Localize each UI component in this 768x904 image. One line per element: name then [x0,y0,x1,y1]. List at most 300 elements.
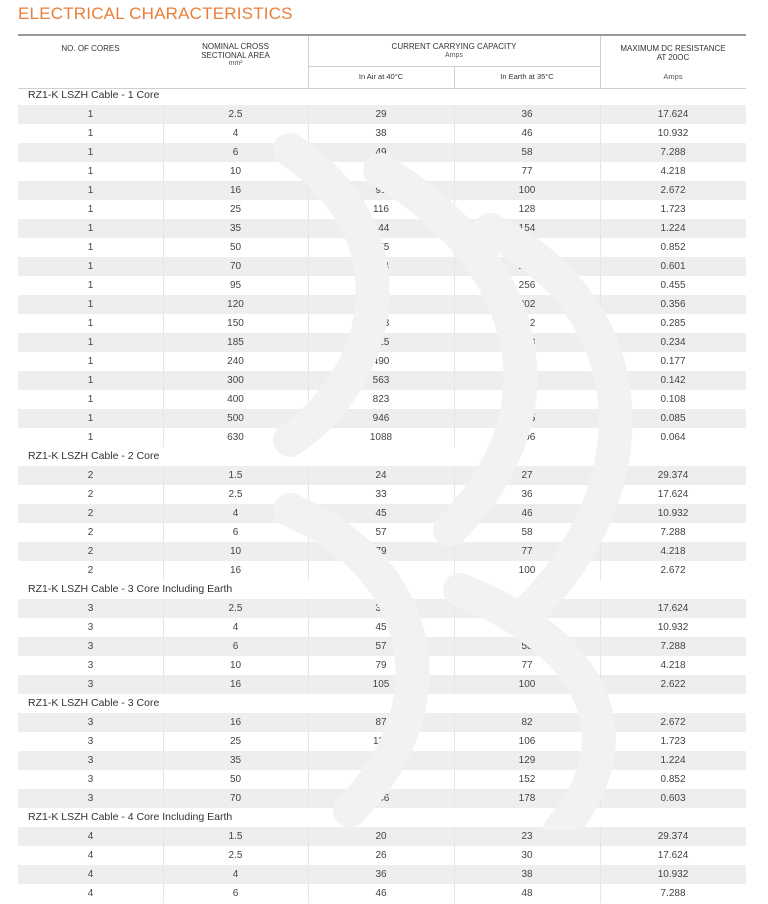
header-res-line2: AT 20OC [656,52,690,62]
column-divider [308,485,309,504]
cell-in-air: 79 [375,546,387,557]
column-divider [454,770,455,789]
column-divider [454,124,455,143]
cell-resistance: 0.064 [660,432,686,443]
cell-resistance: 29.374 [657,831,689,842]
header-divider [600,36,601,88]
column-divider [454,732,455,751]
cell-cores: 3 [87,755,94,766]
column-divider [308,352,309,371]
cell-resistance: 7.288 [660,641,686,652]
column-divider [163,466,164,485]
header-divider [454,66,455,88]
column-divider [163,732,164,751]
cell-in-earth: 342 [518,318,536,329]
column-divider [163,485,164,504]
column-divider [308,732,309,751]
cell-in-air: 36 [375,869,387,880]
table-row [18,314,746,333]
column-divider [163,846,164,865]
cell-cores: 1 [87,166,94,177]
column-divider [454,105,455,124]
cell-in-air: 116 [373,204,389,215]
cell-resistance: 1.723 [660,204,686,215]
cell-area: 4 [232,128,239,139]
cell-cores: 3 [87,622,94,633]
cell-in-earth: 23 [521,831,533,842]
column-divider [600,865,601,884]
cell-in-air: 91 [375,185,387,196]
cell-area: 2.5 [228,109,243,120]
cell-resistance: 0.177 [660,356,686,367]
cell-in-earth: 256 [518,280,536,291]
cell-area: 16 [229,185,242,196]
cell-in-air: 823 [372,394,390,405]
cell-area: 16 [229,717,242,728]
column-divider [454,428,455,447]
table-row [18,675,746,694]
column-divider [600,713,601,732]
cell-resistance: 17.624 [657,489,689,500]
column-divider [600,219,601,238]
column-divider [308,105,309,124]
cell-area: 120 [227,299,244,310]
cell-in-air: 26 [375,850,387,861]
cell-area: 4 [232,622,239,633]
cell-resistance: 17.624 [657,603,689,614]
column-divider [454,618,455,637]
header-area [163,43,308,69]
column-divider [454,314,455,333]
column-divider [454,257,455,276]
cell-in-earth: 129 [518,755,536,766]
column-divider [163,276,164,295]
header-in-earth: In Earth at 35°C [500,72,554,81]
header-res-line1: MAXIMUM DC RESISTANCE [620,44,726,53]
column-divider [163,390,164,409]
column-divider [600,276,601,295]
cell-resistance: 0.142 [660,375,686,386]
column-divider [454,599,455,618]
column-divider [600,466,601,485]
table-row [18,295,746,314]
table-row [18,390,746,409]
cell-in-air: 79 [375,660,387,671]
column-divider [454,523,455,542]
section-label: RZ1-K LSZH Cable - 4 Core Including Earth [28,811,233,823]
column-divider [163,618,164,637]
column-divider [600,257,601,276]
cell-in-air: 490 [372,356,390,367]
column-divider [600,181,601,200]
column-divider [163,504,164,523]
column-divider [454,561,455,580]
section-label: RZ1-K LSZH Cable - 1 Core [28,89,160,101]
cell-in-earth: 178 [518,793,536,804]
table-row [18,200,746,219]
cell-resistance: 17.624 [657,850,689,861]
table-row [18,219,746,238]
cell-in-earth: 58 [521,147,533,158]
header-cores: NO. OF CORES [61,44,120,53]
column-divider [308,599,309,618]
cell-cores: 1 [87,413,94,424]
column-divider [308,219,309,238]
column-divider [308,827,309,846]
cell-in-air: 415 [372,337,390,348]
column-divider [308,124,309,143]
cell-area: 95 [229,280,242,291]
column-divider [454,466,455,485]
cell-in-earth: 224 [518,261,536,272]
table-row [18,561,746,580]
column-divider [163,865,164,884]
cell-area: 70 [229,261,242,272]
cell-in-air: 68 [375,166,387,177]
column-divider [308,751,309,770]
column-divider [600,561,601,580]
column-divider [308,428,309,447]
cell-in-air: 110 [373,736,389,747]
cell-area: 50 [229,242,242,253]
column-divider [308,789,309,808]
cell-resistance: 0.603 [660,793,686,804]
cell-area: 1.5 [228,470,243,481]
cell-resistance: 1.224 [660,223,686,234]
column-divider [600,314,601,333]
cell-in-earth: 100 [518,679,536,690]
cell-area: 35 [229,223,242,234]
cell-in-earth: 464 [518,394,536,405]
cell-in-earth: 302 [518,299,536,310]
cell-cores: 1 [87,242,94,253]
column-divider [163,295,164,314]
column-divider [600,352,601,371]
table-row [18,523,746,542]
cell-area: 1.5 [228,831,243,842]
column-divider [454,751,455,770]
cell-in-earth: 36 [521,489,533,500]
column-divider [600,827,601,846]
table-row [18,124,746,143]
column-divider [454,485,455,504]
cell-in-earth: 77 [521,546,533,557]
header-ccc-title: CURRENT CARRYING CAPACITY [391,42,517,51]
cell-in-air: 24 [375,470,387,481]
cell-in-earth: 152 [518,774,536,785]
cell-resistance: 0.108 [660,394,686,405]
cell-cores: 2 [87,565,94,576]
header-ccc [308,43,600,60]
cell-in-air: 45 [375,622,387,633]
section-heading [18,447,746,466]
section-label: RZ1-K LSZH Cable - 2 Core [28,450,160,462]
column-divider [600,371,601,390]
cell-in-earth: 596 [518,432,536,443]
cell-cores: 1 [87,204,94,215]
column-divider [163,770,164,789]
column-divider [454,162,455,181]
cell-resistance: 0.356 [660,299,686,310]
column-divider [454,143,455,162]
cell-in-air: 246 [372,793,390,804]
cell-area: 16 [229,565,242,576]
cell-area: 6 [232,527,239,538]
cell-resistance: 10.932 [657,128,689,139]
cell-cores: 2 [87,527,94,538]
column-divider [600,124,601,143]
column-divider [308,656,309,675]
column-divider [308,162,309,181]
column-divider [600,105,601,124]
column-divider [163,675,164,694]
column-divider [308,675,309,694]
column-divider [454,181,455,200]
column-divider [308,181,309,200]
column-divider [308,637,309,656]
table-row [18,637,746,656]
column-divider [308,846,309,865]
column-divider [163,428,164,447]
cell-resistance: 7.288 [660,527,686,538]
column-divider [600,428,601,447]
column-divider [600,675,601,694]
column-divider [600,542,601,561]
cell-area: 25 [229,736,242,747]
cell-in-earth: 100 [518,565,536,576]
header-area-line1: NOMINAL CROSS [202,42,269,51]
cell-area: 10 [229,546,242,557]
cell-in-air: 20 [375,831,387,842]
cell-in-earth: 46 [521,508,533,519]
column-divider [454,542,455,561]
header-res-unit: Amps [663,72,683,81]
cell-in-earth: 27 [521,470,533,481]
cell-area: 185 [227,337,244,348]
cell-resistance: 4.218 [660,166,686,177]
cell-area: 6 [232,641,239,652]
cell-cores: 2 [87,508,94,519]
table-row [18,599,746,618]
cell-resistance: 2.672 [660,185,686,196]
column-divider [308,523,309,542]
cell-in-air: 175 [372,242,390,253]
column-divider [454,295,455,314]
cell-in-air: 29 [375,109,387,120]
table-body [18,86,746,903]
table-row [18,352,746,371]
cell-cores: 3 [87,736,94,747]
cell-cores: 3 [87,793,94,804]
cell-in-earth: 154 [518,223,536,234]
table-row [18,371,746,390]
cell-cores: 1 [87,299,94,310]
cell-cores: 4 [87,869,94,880]
cell-in-earth: 46 [521,128,533,139]
column-divider [163,884,164,903]
column-divider [600,162,601,181]
cell-cores: 1 [87,223,94,234]
cell-cores: 1 [87,375,94,386]
column-divider [454,884,455,903]
cell-resistance: 10.932 [657,508,689,519]
column-divider [308,884,309,903]
cell-cores: 3 [87,603,94,614]
column-divider [163,371,164,390]
cell-area: 2.5 [228,850,243,861]
cell-cores: 1 [87,318,94,329]
table-row [18,409,746,428]
column-divider [163,789,164,808]
cell-area: 70 [229,793,242,804]
cell-resistance: 2.672 [660,565,686,576]
column-divider [600,523,601,542]
column-divider [600,295,601,314]
column-divider [600,238,601,257]
cell-in-earth: 106 [518,736,536,747]
column-divider [454,219,455,238]
cell-cores: 2 [87,470,94,481]
column-divider [163,409,164,428]
cell-resistance: 10.932 [657,622,689,633]
cell-cores: 1 [87,128,94,139]
cell-resistance: 29.374 [657,470,689,481]
column-divider [454,675,455,694]
column-divider [600,884,601,903]
table-row [18,732,746,751]
section-heading [18,580,746,599]
cell-area: 500 [227,413,244,424]
column-divider [600,333,601,352]
cell-area: 16 [229,679,242,690]
cell-area: 35 [229,755,242,766]
cell-area: 6 [232,888,239,899]
cell-in-earth: 30 [521,850,533,861]
cell-in-air: 271 [372,280,390,291]
column-divider [308,770,309,789]
cell-resistance: 4.218 [660,660,686,671]
cell-in-earth: 36 [521,603,533,614]
table-row [18,485,746,504]
cell-in-air: 144 [372,223,390,234]
cell-resistance: 4.218 [660,546,686,557]
cell-resistance: 0.852 [660,774,686,785]
section-heading [18,694,746,713]
cell-in-earth: 500 [518,375,536,386]
cell-in-earth: 525 [518,413,536,424]
column-divider [600,751,601,770]
cell-in-earth: 38 [521,869,533,880]
cell-cores: 1 [87,109,94,120]
cell-in-air: 49 [375,147,387,158]
cell-cores: 3 [87,679,94,690]
column-divider [163,751,164,770]
cell-cores: 2 [87,489,94,500]
column-divider [454,846,455,865]
column-divider [163,333,164,352]
column-divider [163,238,164,257]
cell-in-air: 224 [372,261,390,272]
header-in-air: In Air at 40°C [358,72,404,81]
cell-cores: 1 [87,280,94,291]
column-divider [454,409,455,428]
cell-cores: 2 [87,546,94,557]
cell-in-air: 46 [375,888,387,899]
cell-area: 6 [232,147,239,158]
cell-in-air: 38 [375,128,387,139]
cell-cores: 4 [87,850,94,861]
column-divider [163,561,164,580]
cell-in-air: 137 [372,755,390,766]
table-row [18,333,746,352]
cell-in-air: 87 [375,717,387,728]
cell-cores: 1 [87,337,94,348]
table-row [18,162,746,181]
column-divider [163,124,164,143]
column-divider [163,314,164,333]
column-divider [600,789,601,808]
cell-in-earth: 442 [518,356,536,367]
cell-area: 50 [229,774,242,785]
cell-in-air: 33 [375,489,387,500]
table-row [18,713,746,732]
cell-in-air: 946 [372,413,390,424]
cell-in-air: 563 [372,375,390,386]
column-divider [308,200,309,219]
cell-resistance: 2.622 [660,679,686,690]
cell-area: 10 [229,660,242,671]
cell-area: 25 [229,204,242,215]
cell-in-earth: 58 [521,527,533,538]
column-divider [454,333,455,352]
cell-in-air: 33 [375,603,387,614]
column-divider [308,314,309,333]
cell-cores: 3 [87,641,94,652]
column-divider [600,618,601,637]
cell-in-air: 45 [375,508,387,519]
cell-in-air: 57 [375,641,387,652]
cell-in-earth: 383 [518,337,536,348]
column-divider [600,846,601,865]
column-divider [163,352,164,371]
column-divider [163,523,164,542]
table-header [18,34,746,89]
column-divider [454,789,455,808]
cell-cores: 1 [87,432,94,443]
table-row [18,827,746,846]
column-divider [308,333,309,352]
table-row [18,276,746,295]
header-resistance [600,45,746,62]
cell-cores: 1 [87,185,94,196]
cell-resistance: 0.455 [660,280,686,291]
cell-area: 4 [232,508,239,519]
column-divider [454,371,455,390]
column-divider [600,409,601,428]
cell-cores: 1 [87,394,94,405]
column-divider [163,827,164,846]
table-row [18,656,746,675]
table-row [18,618,746,637]
section-label: RZ1-K LSZH Cable - 3 Core Including Earth [28,583,233,595]
column-divider [308,618,309,637]
table-row [18,504,746,523]
column-divider [454,200,455,219]
table-row [18,751,746,770]
column-divider [308,143,309,162]
column-divider [163,143,164,162]
column-divider [163,637,164,656]
